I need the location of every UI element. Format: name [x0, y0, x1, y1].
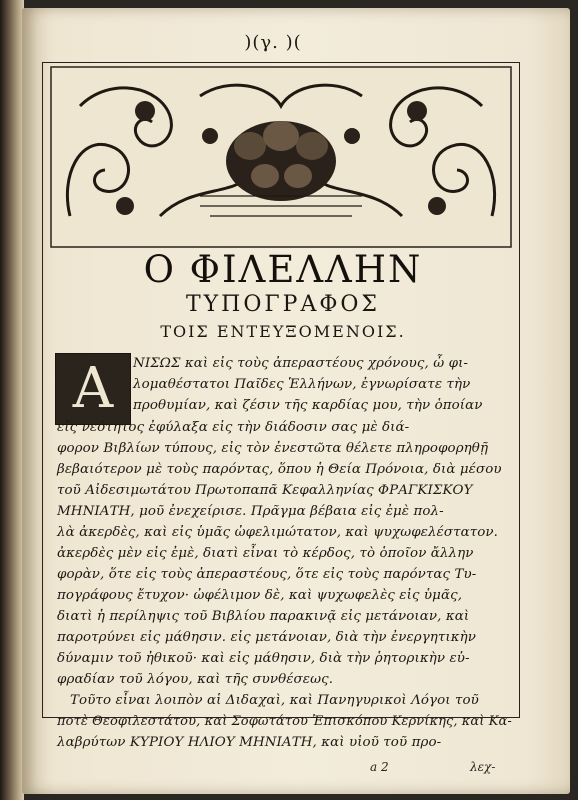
- signature-mark: a 2: [370, 760, 389, 774]
- body-line: φραδίαν τοῦ λόγου, καὶ τῆς συνθέσεως.: [57, 672, 334, 687]
- page-gutter-shadow: [0, 0, 24, 800]
- body-line: λαβρύτων ΚΥΡΙΟΥ ΗΛΙΟΥ ΜΗΝΙΑΤΗ, καὶ υἱοῦ τοῦ προ-: [57, 735, 442, 750]
- decorated-initial: [55, 353, 131, 425]
- dedication-heading: ΤΟΙΣ ΕΝΤΕΥΞΟΜΕΝΟΙΣ.: [160, 322, 406, 341]
- body-line: πογράφους ἔτυχον· ὠφέλιμον δὲ, καὶ ψυχωφελὲς εἰς ὑμᾶς,: [57, 588, 463, 603]
- title-subheading: ΤΥΠΟΓΡΑΦΟΣ: [185, 292, 380, 317]
- body-line: παροτρύνει εἰς μάθησιν. εἰς μετάνοιαν, διὰ τὴν ἐνεργητικὴν: [57, 630, 477, 645]
- body-line: ΝΙΣΩΣ καὶ εἰς τοὺς ἀπεραστέους χρόνους, ὦ φι-: [133, 356, 469, 371]
- body-line: προθυμίαν, καὶ ζέσιν τῆς καρδίας μου, τὴν ὁποίαν: [133, 398, 483, 413]
- body-line: τοῦ Αἰδεσιμωτάτου Πρωτοπαπᾶ Κεφαλληνίας ΦΡΑΓΚΙΣΚΟΥ: [57, 483, 473, 498]
- body-line: ΜΗΝΙΑΤΗ, μοῦ ἐνεχείρισε. Πρᾶγμα βέβαια εἰς ἐμὲ πολ-: [57, 504, 444, 519]
- ornamental-headpiece: [50, 66, 512, 248]
- body-line: εἰς νεότητος ἐφύλαξα εἰς τὴν διάδοσιν σας μὲ διά-: [57, 420, 410, 435]
- body-line: ἀκερδὲς μὲν εἰς ἐμὲ, διατὶ εἶναι τὸ κέρδος, τὸ ὁποῖον ἄλλην: [57, 546, 474, 561]
- page-title: Ο ΦΙΛΕΛΛΗΝ: [143, 248, 423, 291]
- body-line: ποτὲ Θεοφιλεστάτου, καὶ Σοφωτάτου Ἐπισκόπου Κερνίκης, καὶ Κα-: [57, 714, 512, 729]
- page-number: )(γ. )(: [244, 32, 302, 53]
- body-line: φορον Βιβλίων τύπους, εἰς τὸν ἐνεστῶτα θέλετε πληροφορηθῇ: [57, 441, 489, 456]
- body-line: λομαθέστατοι Παῖδες Ἑλλήνων, ἐγνωρίσατε τὴν: [133, 377, 471, 392]
- body-line: διατὶ ἡ περίληψις τοῦ Βιβλίου παρακινᾷ εἰς μετάνοιαν, καὶ: [57, 609, 470, 624]
- initial-letter: Α: [72, 356, 114, 421]
- body-line: βεβαιότερον μὲ τοὺς παρόντας, ὅπου ἡ Θεία Πρόνοια, διὰ μέσου: [57, 462, 502, 477]
- body-line: Τοῦτο εἶναι λοιπὸν αἱ Διδαχαὶ, καὶ Πανηγυρικοὶ Λόγοι τοῦ: [70, 693, 479, 708]
- body-line: δύναμιν τοῦ ἠθικοῦ· καὶ εἰς μάθησιν, διὰ τὴν ῥητορικὴν εὐ-: [57, 651, 470, 666]
- body-line: φορὰν, ὅτε εἰς τοὺς ἀπεραστέους, ὅτε εἰς τοὺς παρόντας Τυ-: [57, 567, 477, 582]
- body-line: λὰ ἀκερδὲς, καὶ εἰς ὑμᾶς ὠφελιμώτατον, καὶ ψυχωφελέστατον.: [57, 525, 499, 540]
- catchword: λεχ-: [470, 760, 496, 774]
